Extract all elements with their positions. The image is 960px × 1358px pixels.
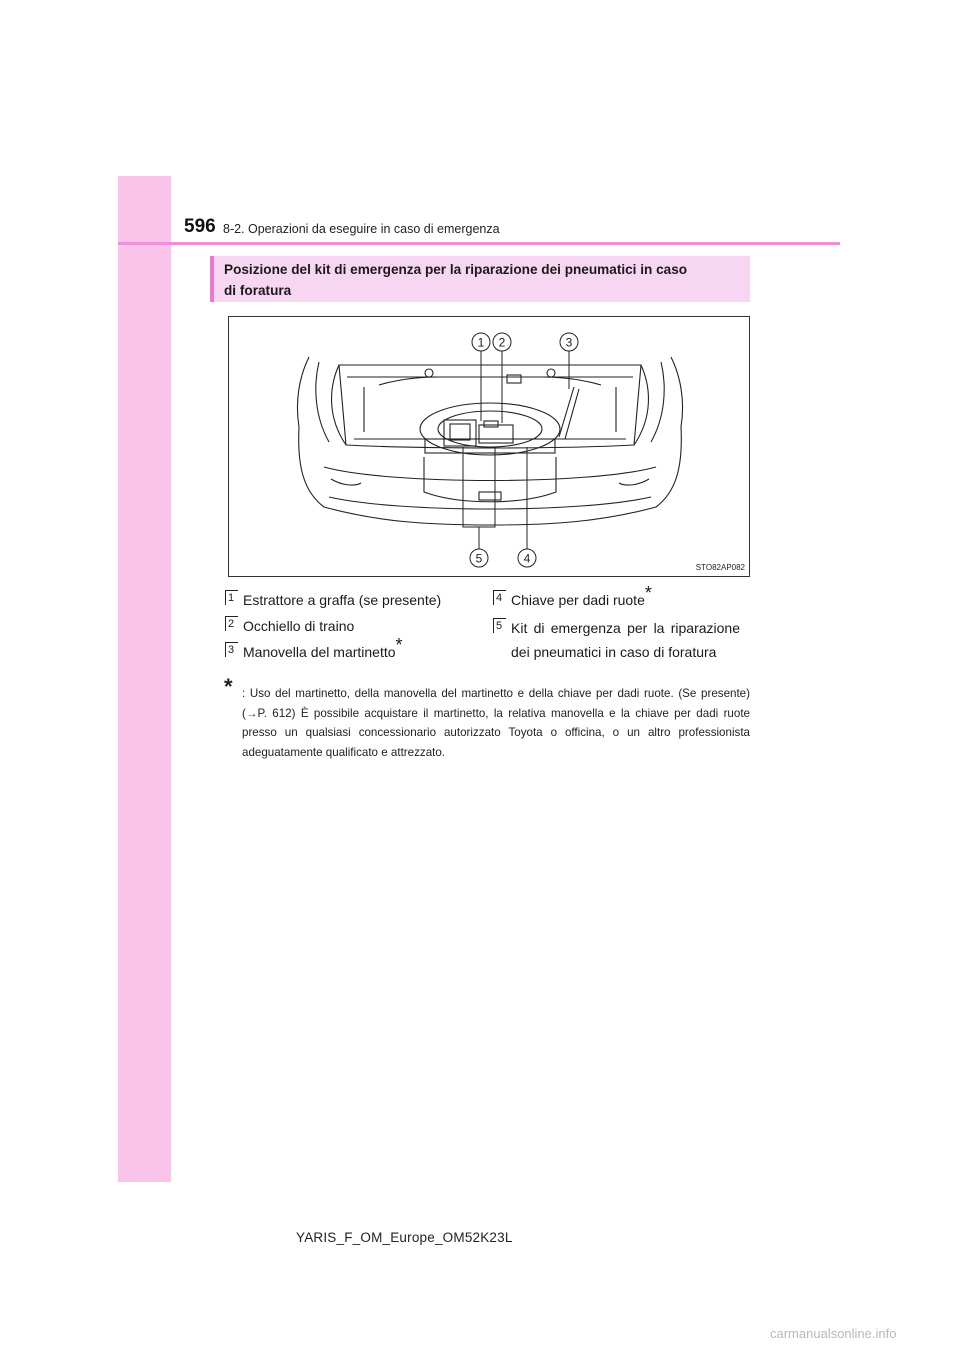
footnote-marker: * [224, 674, 233, 699]
legend-star-4: * [644, 583, 652, 603]
legend-number-3: 3 [225, 642, 238, 657]
legend-item-5: Kit di emergenza per la riparazione dei pneumatici in caso di foratura [511, 620, 740, 660]
footnote-text: : Uso del martinetto, della manovella del martinetto e della chiave per dadi ruote. (Se presente) (→P. 612) È possibile acquistare il martinetto, la relativa manovella e la chiave per dadi ruote presso un qualsiasi concessionario autorizzato Toyota o officina, o un altro professionista adeguatamente qualificato e attrezzato. [242, 687, 750, 759]
callout-5: 5 [475, 551, 483, 566]
legend-label-4: Chiave per dadi ruote [511, 592, 645, 608]
document-code: YARIS_F_OM_Europe_OM52K23L [296, 1230, 513, 1245]
watermark: carmanualsonline.info [770, 1326, 897, 1341]
figure-code: STO82AP082 [695, 563, 745, 572]
callout-2: 2 [498, 335, 506, 350]
section-title: 8-2. Operazioni da eseguire in caso di emergenza [223, 222, 500, 236]
legend-number-5: 5 [493, 618, 506, 633]
legend-star-3: * [395, 635, 403, 655]
legend-item-4 [511, 583, 652, 611]
heading-line-1: Posizione del kit di emergenza per la riparazione dei pneumatici in caso [224, 262, 688, 277]
legend-number-1: 1 [225, 590, 238, 605]
header-rule [118, 242, 840, 245]
legend-item-3 [243, 635, 403, 663]
side-tab-bar [118, 176, 171, 1182]
legend-number-2: 2 [225, 616, 238, 631]
trunk-illustration [228, 316, 750, 577]
trunk-drawing [229, 317, 751, 578]
page-number: 596 [184, 216, 216, 237]
callout-3: 3 [565, 335, 573, 350]
legend-label-1: Estrattore a graffa (se presente) [243, 592, 442, 608]
legend-item-1 [243, 590, 441, 611]
legend-item-2 [243, 616, 354, 637]
section-heading [210, 256, 750, 302]
legend-label-3: Manovella del martinetto [243, 644, 396, 660]
callout-1: 1 [477, 335, 485, 350]
callout-4: 4 [523, 551, 531, 566]
legend-label-2: Occhiello di traino [243, 618, 355, 634]
legend-number-4: 4 [493, 590, 506, 605]
heading-line-2: di foratura [224, 283, 292, 298]
